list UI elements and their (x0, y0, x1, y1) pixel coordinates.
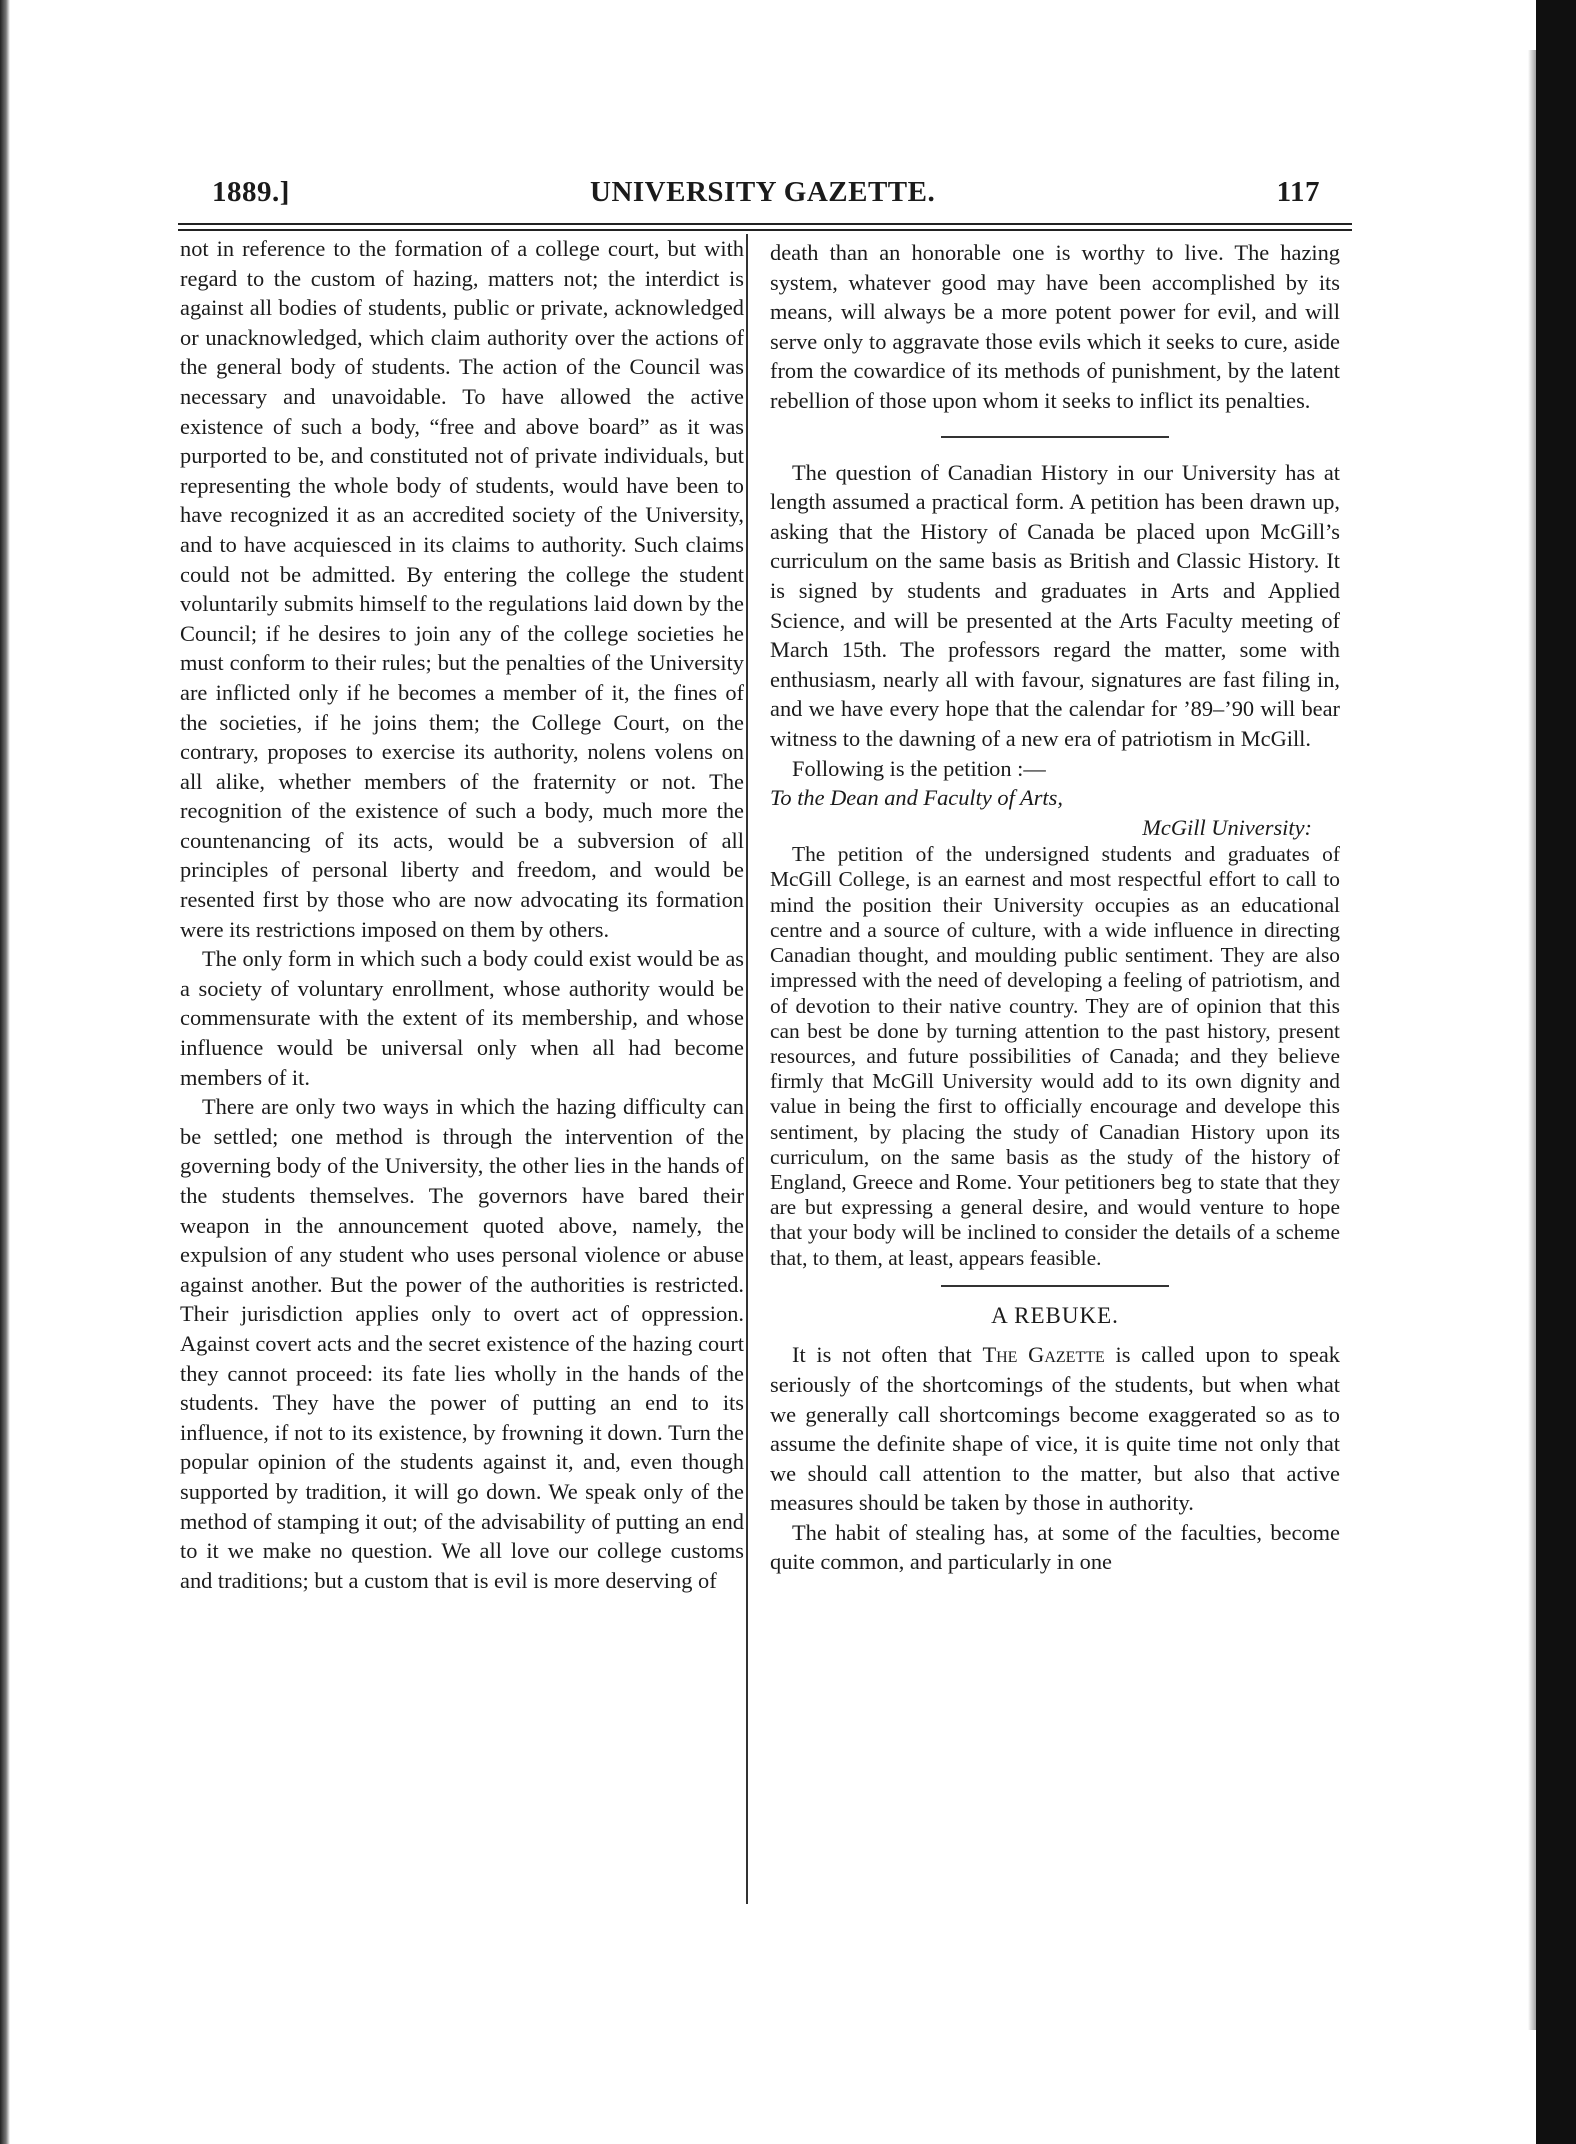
paragraph-voluntary-society: The only form in which such a body could exist would be as a society of voluntary enrollment, whose authority would be commensurate with the extent of its membership, and whose influence would be universal only when all had become members of it. (180, 946, 744, 1090)
scan-dark-border (1536, 0, 1576, 2144)
paragraph-council: not in reference to the formation of a college court, but with regard to the custom of hazing, matters not; the interdict is against all bodies of students, public or private, acknowledged or unacknowledged, which claim authority over the actions of the general body of students. The action of the Council was necessary and unavoidable. To have allowed the active existence of such a body, “free and above board” as it was purported to be, and constituted not of private individuals, but representing the whole body of students, would have been to have recognized it as an accredited society of the University, and to have acquiesced in its claims to authority. Such claims could not be admitted. By entering the college the student voluntarily submits himself to the regulations laid down by the Council; if he desires to join any of the college societies he must conform to their rules; but the penalties of the University are inflicted only if he becomes a member of it, the fines of the societies, if he joins them; the College Court, on the contrary, proposes to exercise its authority, nolens volens on all alike, whether members of the fraternity or not. The recognition of the existence of such a body, much more the countenancing of its acts, would be a subversion of all principles of personal liberty and freedom, and would be resented first by those who are now advocating its formation were its restrictions imposed on them by others. (180, 236, 744, 942)
gazette-name: The Gazette (982, 1342, 1105, 1368)
page-left-edge (0, 0, 10, 2144)
petition-addressee: To the Dean and Faculty of Arts, (770, 785, 1063, 811)
header-title: UNIVERSITY GAZETTE. (590, 176, 936, 208)
paragraph-canadian-history: The question of Canadian History in our University has at length assumed a practical form. A petition has been drawn up, asking that the History of Canada be placed upon McGill’s curriculum on the same basis as British and Classic History. It is signed by students and graduates in Arts and Applied Science, and will be presented at the Arts Faculty meeting of March 15th. The professors regard the matter, some with enthusiasm, nearly all with favour, signatures are fast filing in, and we have every hope that the calendar for ’89–’90 will bear witness to the dawning of a new era of patriotism in McGill. (770, 459, 1340, 751)
column-divider (746, 234, 748, 1904)
paragraph-rebuke-1 (770, 1340, 1340, 1518)
header-rule (178, 223, 1352, 225)
running-header (212, 176, 1320, 216)
header-rule-double (178, 229, 1352, 231)
petition-addressee-university: McGill University: (1142, 814, 1312, 840)
paragraph-continuation: death than an honorable one is worthy to live. The hazing system, whatever good may have been accomplished by its means, will always be a more potent power for evil, and will serve only to aggravate those evils which it seeks to cure, aside from the cowardice of its methods of punishment, by the latent rebellion of those upon whom it seeks to inflict its penalties. (770, 240, 1340, 413)
section-divider (941, 436, 1169, 438)
petition-text: The petition of the undersigned students and graduates of McGill College, is an earnest and most respectful effort to call to mind the position their University occupies as an educational centre and a source of culture, with a wide influence in directing Canadian thought, and moulding public sentiment. They are also impressed with the need of developing a feeling of patriotism, and of devotion to their native country. They are of opinion that this can best be done by turning attention to the past history, present resources, and future possibilities of Canada; and they believe firmly that McGill University would add to its own dignity and value in being the first to officially encourage and develope this sentiment, by placing the study of Canadian History upon its curriculum, on the same basis as the study of the history of England, Greece and Rome. Your petitioners beg to state that they are but expressing a general desire, and would venture to hope that your body will be inclined to consider the details of a scheme that, to them, at least, appears feasible. (770, 842, 1340, 1270)
section-divider (941, 1285, 1169, 1287)
page-number: 117 (1276, 176, 1320, 208)
right-column (770, 238, 1340, 1577)
rebuke-text-start: It is not often that (792, 1342, 983, 1368)
section-heading-rebuke: A REBUKE. (991, 1302, 1119, 1328)
paragraph-rebuke-2: The habit of stealing has, at some of the faculties, become quite common, and particularly in one (770, 1519, 1340, 1575)
petition-intro: Following is the petition :— (792, 755, 1046, 781)
paragraph-two-ways: There are only two ways in which the hazing difficulty can be settled; one method is through the intervention of the governing body of the University, the other lies in the hands of the students themselves. The governors have bared their weapon in the announcement quoted above, namely, the expulsion of any student who uses personal violence or abuse against another. But the power of the authorities is restricted. Their jurisdiction applies only to overt act of oppression. Against covert acts and the secret existence of the hazing court they cannot proceed: its fate lies wholly in the hands of the students. They have the power of putting an end to its influence, if not to its existence, by frowning it down. Turn the popular opinion of the students against it, and, even though supported by tradition, it will go down. We speak only of the method of stamping it out; of the advisability of putting an end to it we make no question. We all love our college customs and traditions; but a custom that is evil is more deserving of (180, 1094, 744, 1593)
rebuke-text-rest: is called upon to speak seriously of the shortcomings of the students, but when what we generally call shortcomings become exaggerated so as to assume the definite shape of vice, it is quite time not only that we should call attention to the matter, but also that active measures should be taken by those in authority. (770, 1342, 1340, 1516)
header-year: 1889.] (212, 176, 290, 208)
left-column (180, 234, 744, 1595)
